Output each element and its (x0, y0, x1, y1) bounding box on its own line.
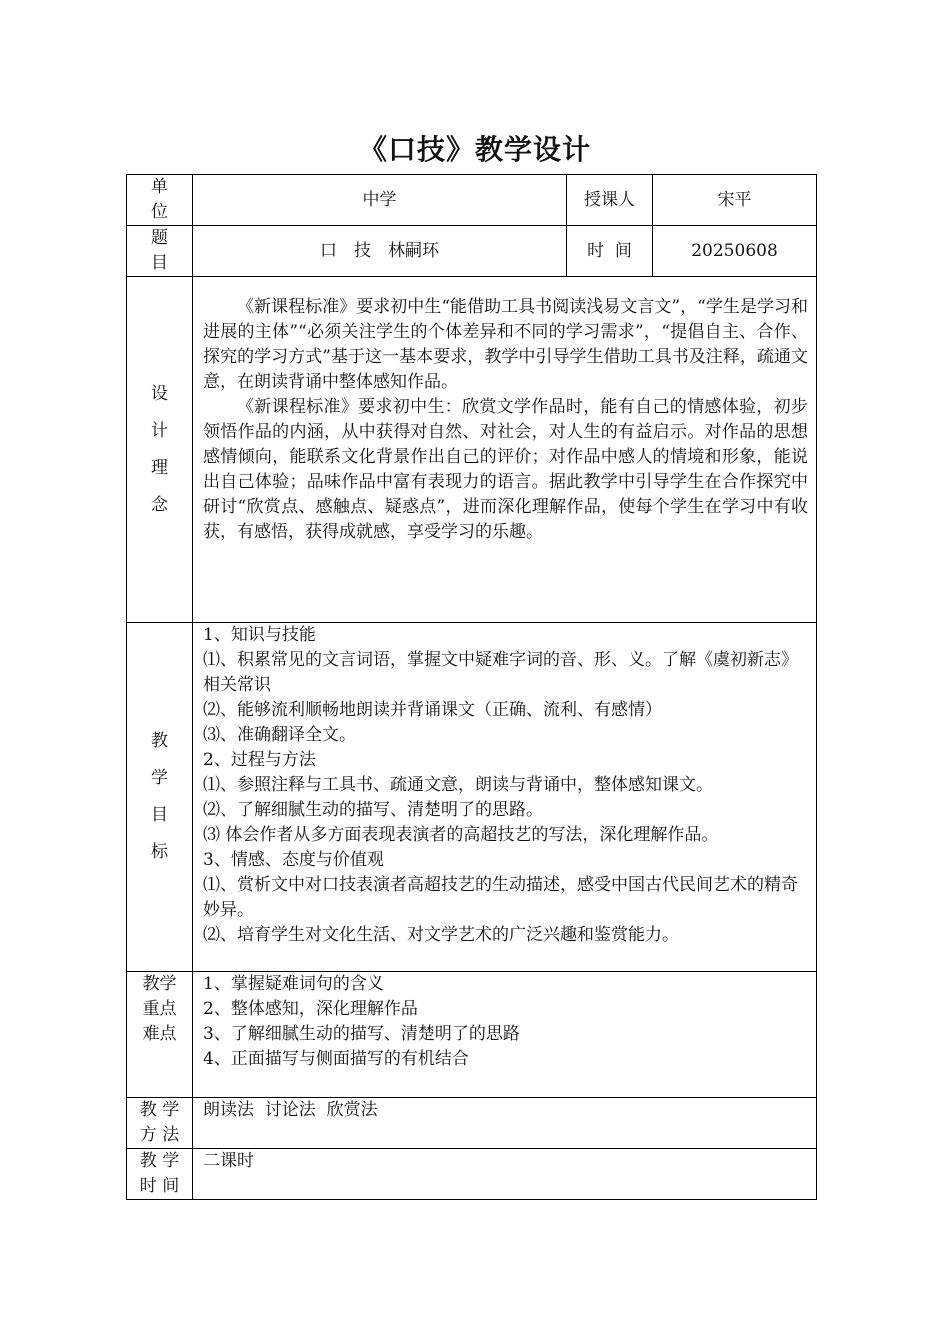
objective-line: 1、知识与技能 (203, 625, 316, 645)
design-concept-row (127, 277, 817, 623)
objective-line: ⑶、准确翻译全文。 (203, 725, 356, 745)
key-points-label: 教学 重点 难点 (127, 972, 193, 1098)
duration-row (127, 1149, 817, 1200)
objective-line: 2、过程与方法 (203, 750, 316, 770)
design-concept-paragraph: 《新课程标准》要求初中生：欣赏文学作品时，能有自己的情感体验，初步领悟作品的内涵，从中获得对自然、对社会，对人生的有益启示。对作品的思想感情倾向，能联系文化背景作出自己的评价；对作品中感人的情境和形象，能说出自己体验；品味作品中富有表现力的语言。据此教学中引导学生在合作探究中研讨“欣赏点、感触点、疑惑点”，进而深化理解作品，使每个学生在学习中有收获，有感悟，获得成就感，享受学习的乐趣。 (203, 397, 808, 542)
topic-row (127, 226, 817, 277)
time-value: 20250608 (653, 226, 817, 277)
lesson-plan-table (126, 174, 817, 1200)
key-points-row (127, 972, 817, 1098)
design-concept-content (193, 277, 817, 623)
objectives-label: 教 学 目 标 (127, 623, 193, 972)
objective-line: ⑴、参照注释与工具书、疏通文意，朗读与背诵中，整体感知课文。 (203, 775, 713, 795)
methods-value: 朗读法 讨论法 欣赏法 (193, 1098, 817, 1149)
unit-label: 单 位 (127, 175, 193, 226)
objective-line: ⑵、能够流利顺畅地朗读并背诵课文（正确、流利、有感情） (203, 700, 662, 720)
objective-line: ⑴、积累常见的文言词语，掌握文中疑难字词的音、形、义。了解《虞初新志》相关常识 (203, 650, 798, 695)
design-concept-paragraph: 《新课程标准》要求初中生“能借助工具书阅读浅易文言文”，“学生是学习和进展的主体”“必须关注学生的个体差异和不同的学习需求”，“提倡自主、合作、探究的学习方式”基于这一基本要求，教学中引导学生借助工具书及注释，疏通文意，在朗读背诵中整体感知作品。 (203, 297, 808, 392)
teacher-value: 宋平 (653, 175, 817, 226)
objectives-content (193, 623, 817, 972)
key-point-line: 1、掌握疑难词句的含义 (203, 974, 384, 994)
objective-line: 3、情感、态度与价值观 (203, 850, 384, 870)
unit-row (127, 175, 817, 226)
methods-label: 教 学 方 法 (127, 1098, 193, 1149)
duration-value: 二课时 (193, 1149, 817, 1200)
objective-line: ⑵、了解细腻生动的描写、清楚明了的思路。 (203, 800, 543, 820)
objectives-row (127, 623, 817, 972)
objective-line: ⑵、培育学生对文化生活、对文学艺术的广泛兴趣和鉴赏能力。 (203, 925, 679, 945)
methods-row (127, 1098, 817, 1149)
key-points-content (193, 972, 817, 1098)
teacher-label: 授课人 (567, 175, 653, 226)
topic-label: 题 目 (127, 226, 193, 277)
key-point-line: 2、整体感知，深化理解作品 (203, 999, 418, 1019)
unit-value: 中学 (193, 175, 567, 226)
design-concept-label: 设 计 理 念 (127, 277, 193, 623)
topic-value: 口 技 林嗣环 (193, 226, 567, 277)
time-label: 时 间 (567, 226, 653, 277)
duration-label: 教 学 时 间 (127, 1149, 193, 1200)
objective-line: ⑶ 体会作者从多方面表现表演者的高超技艺的写法，深化理解作品。 (203, 825, 719, 845)
page-title: 《口技》教学设计 (358, 133, 591, 166)
key-point-line: 3、了解细腻生动的描写、清楚明了的思路 (203, 1024, 520, 1044)
key-point-line: 4、正面描写与侧面描写的有机结合 (203, 1049, 469, 1069)
objective-line: ⑴、赏析文中对口技表演者高超技艺的生动描述，感受中国古代民间艺术的精奇妙异。 (203, 875, 798, 920)
